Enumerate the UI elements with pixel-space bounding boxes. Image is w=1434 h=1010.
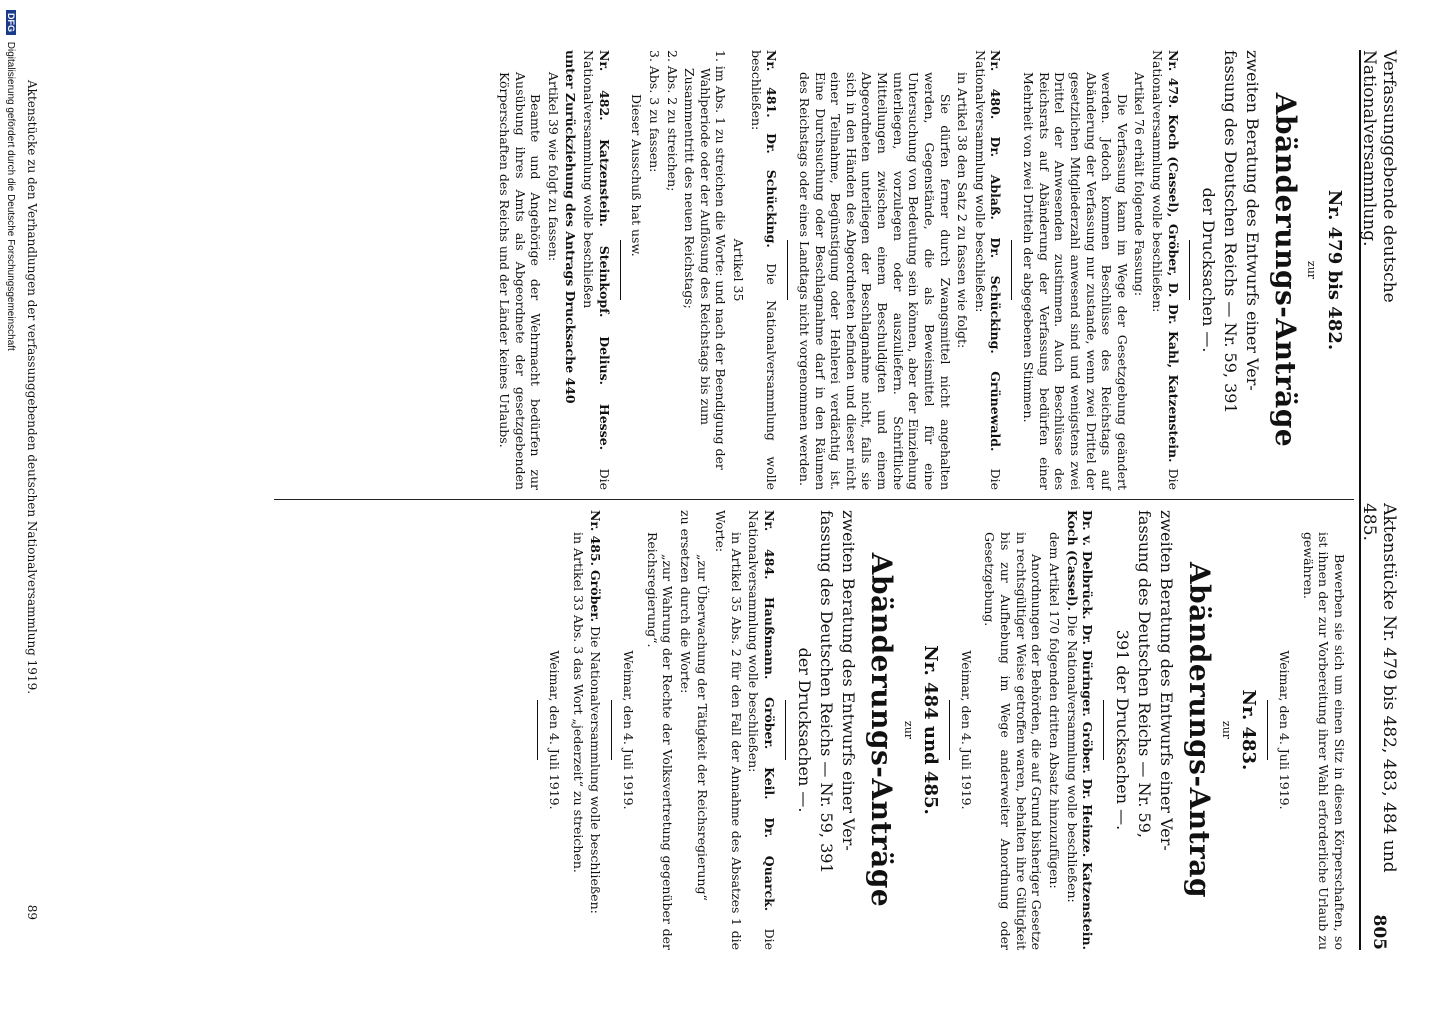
motion-482-heading [581,50,612,490]
motion-text: Die Nationalversammlung wolle beschließen: [1150,50,1181,490]
motion-article: dem Artikel 170 folgenden dritten Absatz hinzuzufügen: [1047,532,1062,889]
motion-bold-note: unter Zurückziehung des Antrags Drucksache 440 [563,50,579,404]
motion-text: Die Nationalversammlung wolle beschließen: [972,50,1004,490]
page-header [1359,50,1399,950]
motion-number: Nr. 485. [588,510,604,567]
subtitle-line-1: zweiten Beratung des Entwurfs einer Ver- [1242,50,1262,391]
digitization-note [5,0,16,1010]
continued-quote: Bewerben sie sich um einen Sitz in diesen Körperschaften, so ist ihnen der zur Vorbereitung ihrer Wahl erforderliche Urlaub zu gewähren. [1300,532,1347,950]
separator [620,240,621,300]
subtitle-line-3: der Drucksachen —. [1198,187,1218,353]
date-line: Weimar, den 4. Juli 1919. [958,650,974,810]
separator [949,700,950,760]
motion-names: Haußmann. Gröber. Keil. Dr. Quarck. [762,596,777,912]
motion-names: Gröber. [588,570,604,623]
motion-quote: Die Verfassung kann im Wege der Gesetzgebung geändert werden. Jedoch kommen Beschlüsse des Reichstags auf Abänderung der Verfassung nur zustande, wenn zwei Drittel der gesetzlichen Mitgliederzahl anwesend sind und wenigstens zwei Drittel der Anwesenden zustimmen. Auch Beschlüsse des Reichsrats auf Abänderung der Verfassung bedürfen einer Mehrheit von zwei Dritteln der abgegebenen Stimmen. [1021,72,1130,490]
motion-article: in Artikel 33 Abs. 3 das Wort „jederzeit“ zu streichen. [570,532,586,873]
page-footer [25,80,39,920]
date-line: Weimar, den 4. Juli 1919. [621,650,636,810]
page-number: 805 [1369,914,1389,950]
motion-names: Koch (Cassel), Gröber, D. Dr. Kahl, Katzenstein. [1165,114,1181,463]
right-column [240,510,1349,950]
separator [787,240,788,300]
separator [785,700,786,760]
subtitle-line-2: fassung des Deutschen Reichs — Nr. 59, [1135,510,1155,838]
motion-quote-2: „zur Wahrung der Rechte der Volksvertretung gegenüber der Reichsregierung“. [644,532,676,950]
zur-label: zur [1305,260,1319,280]
motion-quote: „zur Überwachung der Tätigkeit der Reichsregierung“ [695,554,711,901]
section-heading-483: Nr. 483. [1238,689,1260,771]
motion-479-heading [1150,50,1181,490]
header-center: Aktenstücke Nr. 479 bis 482, 483, 484 und 485. [1359,503,1399,873]
motion-480-heading [972,50,1003,490]
motion-quote: Dieser Ausschuß hat usw. [629,94,645,257]
list-item: 1. im Abs. 1 zu streichen die Worte: und nach der Beendigung der Wahlperiode oder der Auflösung des Reichstags bis zum Zusammentritt des neuen Reichstags; [682,50,729,470]
motion-article: Artikel 76 erhält folgende Fassung: [1132,72,1148,297]
subtitle-line-2: fassung des Deutschen Reichs — Nr. 59, 391 [1220,50,1240,414]
separator [1189,240,1190,300]
motion-text: Die Nationalversammlung wolle beschließen [581,50,612,490]
list-item: 2. Abs. 2 zu streichen; [664,50,680,192]
footer-source: Aktenstücke zu den Verhandlungen der verfassunggebenden deutschen Nationalversammlung 1919. [25,80,39,695]
separator [1012,240,1013,300]
section-heading-479-482: Nr. 479 bis 482. [1324,189,1345,351]
motion-article: Artikel 39 wie folgt zu fassen: [545,72,561,262]
list-item: 3. Abs. 3 zu fassen: [647,50,662,173]
zur-label: zur [901,720,915,740]
motion-485-heading [588,510,604,950]
digitization-text: Digitalisierung gefördert durch die Deutsche Forschungsgemeinschaft [5,41,16,351]
dfg-logo-icon: DFG [6,10,16,35]
motion-text: Die Nationalversammlung wolle beschließen: [748,50,780,490]
column-divider [274,499,1354,500]
motion-text: Die Nationalversammlung wolle beschließen: [588,626,604,914]
motion-484-heading [746,510,777,950]
subtitle-line-2: fassung des Deutschen Reichs — Nr. 59, 391 [817,510,836,874]
footer-number: 89 [25,904,39,920]
subtitle-line-1: zweiten Beratung des Entwurfs einer Ver- [839,510,858,851]
big-title: Abänderungs-Antrag [1183,561,1217,899]
motion-article: in Artikel 38 den Satz 2 zu fassen wie folgt: [955,72,971,349]
separator [611,700,612,760]
subtitle-line-1: zweiten Beratung des Entwurfs einer Ver- [1157,510,1177,851]
motion-483-heading [1064,510,1095,950]
motion-number: Nr. 480. [988,50,1004,120]
section-heading-484-485: Nr. 484 und 485. [920,645,942,815]
motion-quote: Beamte und Angehörige der Wehrmacht bedürfen zur Ausübung ihres Amts als Abgeordnete der gesetzgebenden Körperschaften des Reichs und der Länder keines Urlaubs. [497,72,544,490]
motion-text: Die Nationalversammlung wolle beschließen: [1064,614,1080,903]
subtitle-line-3: der Drucksachen —. [795,647,814,813]
motion-names: Dr. Schücking. [764,133,780,248]
motion-number: Nr. 481. [764,50,780,118]
separator [1103,700,1104,760]
motion-number: Nr. 482. [596,50,612,121]
zur-label: zur [1220,720,1233,740]
big-title: Abänderungs-Anträge [1268,92,1302,448]
motion-number: Nr. 479. [1165,50,1181,109]
date-line: Weimar, den 4. Juli 1919. [1277,650,1293,810]
separator [1268,700,1269,760]
motion-number: Nr. 484. [762,510,777,580]
motion-items [646,50,728,490]
big-title: Abänderungs-Anträge [865,552,898,908]
motion-article: in Artikel 35 Abs. 2 für den Fall der Annahme des Absatzes 1 die Worte: [713,510,744,950]
subtitle-line-3: 391 der Drucksachen —. [1113,629,1133,831]
motion-quote: Sie dürfen ferner durch Zwangsmittel nicht angehalten werden, Gegenstände, die als Beweismittel für eine Untersuchung von Bedeutung sein können, aber der Einziehung unterliegen, vorzulegen oder auszuliefern. Schriftliche Mitteilungen zwischen einem Beschuldigten und einem Abgeordneten unterliegen der Beschlagnahme nicht, falls sie sich in den Händen des Abgeordneten befinden und dieser nicht einer Teilnahme, Begünstigung oder Hehlerei verdächtig ist. Eine Durchsuchung oder Beschlagnahme darf in den Räumen des Reichstags oder eines Landtags nicht vorgenommen werden. [797,72,953,490]
left-column [240,50,1349,490]
motion-text: Die Nationalversammlung wolle beschließen: [746,510,777,950]
motion-names: Dr. v. Delbrück. Dr. Düringer. Gröber. Dr. Heinze. Katzenstein. Koch (Cassel). [1064,510,1096,950]
motion-text-2: zu ersetzen durch die Worte: [677,510,693,694]
motion-481-heading [748,50,779,490]
date-line: Weimar, den 4. Juli 1919. [547,650,563,810]
motion-names: Katzenstein. Steinkopf. Delius. Hesse. [596,139,612,451]
motion-quote: Anordnungen der Behörden, die auf Grund bisheriger Gesetze in rechtsgültiger Weise getroffen waren, behalten ihre Gültigkeit bis zur Aufhebung im Wege anderweiter Anordnung oder Gesetzgebung. [982,532,1045,950]
separator [538,700,539,760]
motion-names: Dr. Ablaß. Dr. Schücking. Grünewald. [988,136,1004,452]
motion-article: Artikel 35 [731,238,747,302]
header-left: Verfassunggebende deutsche Nationalversammlung. [1359,50,1399,303]
